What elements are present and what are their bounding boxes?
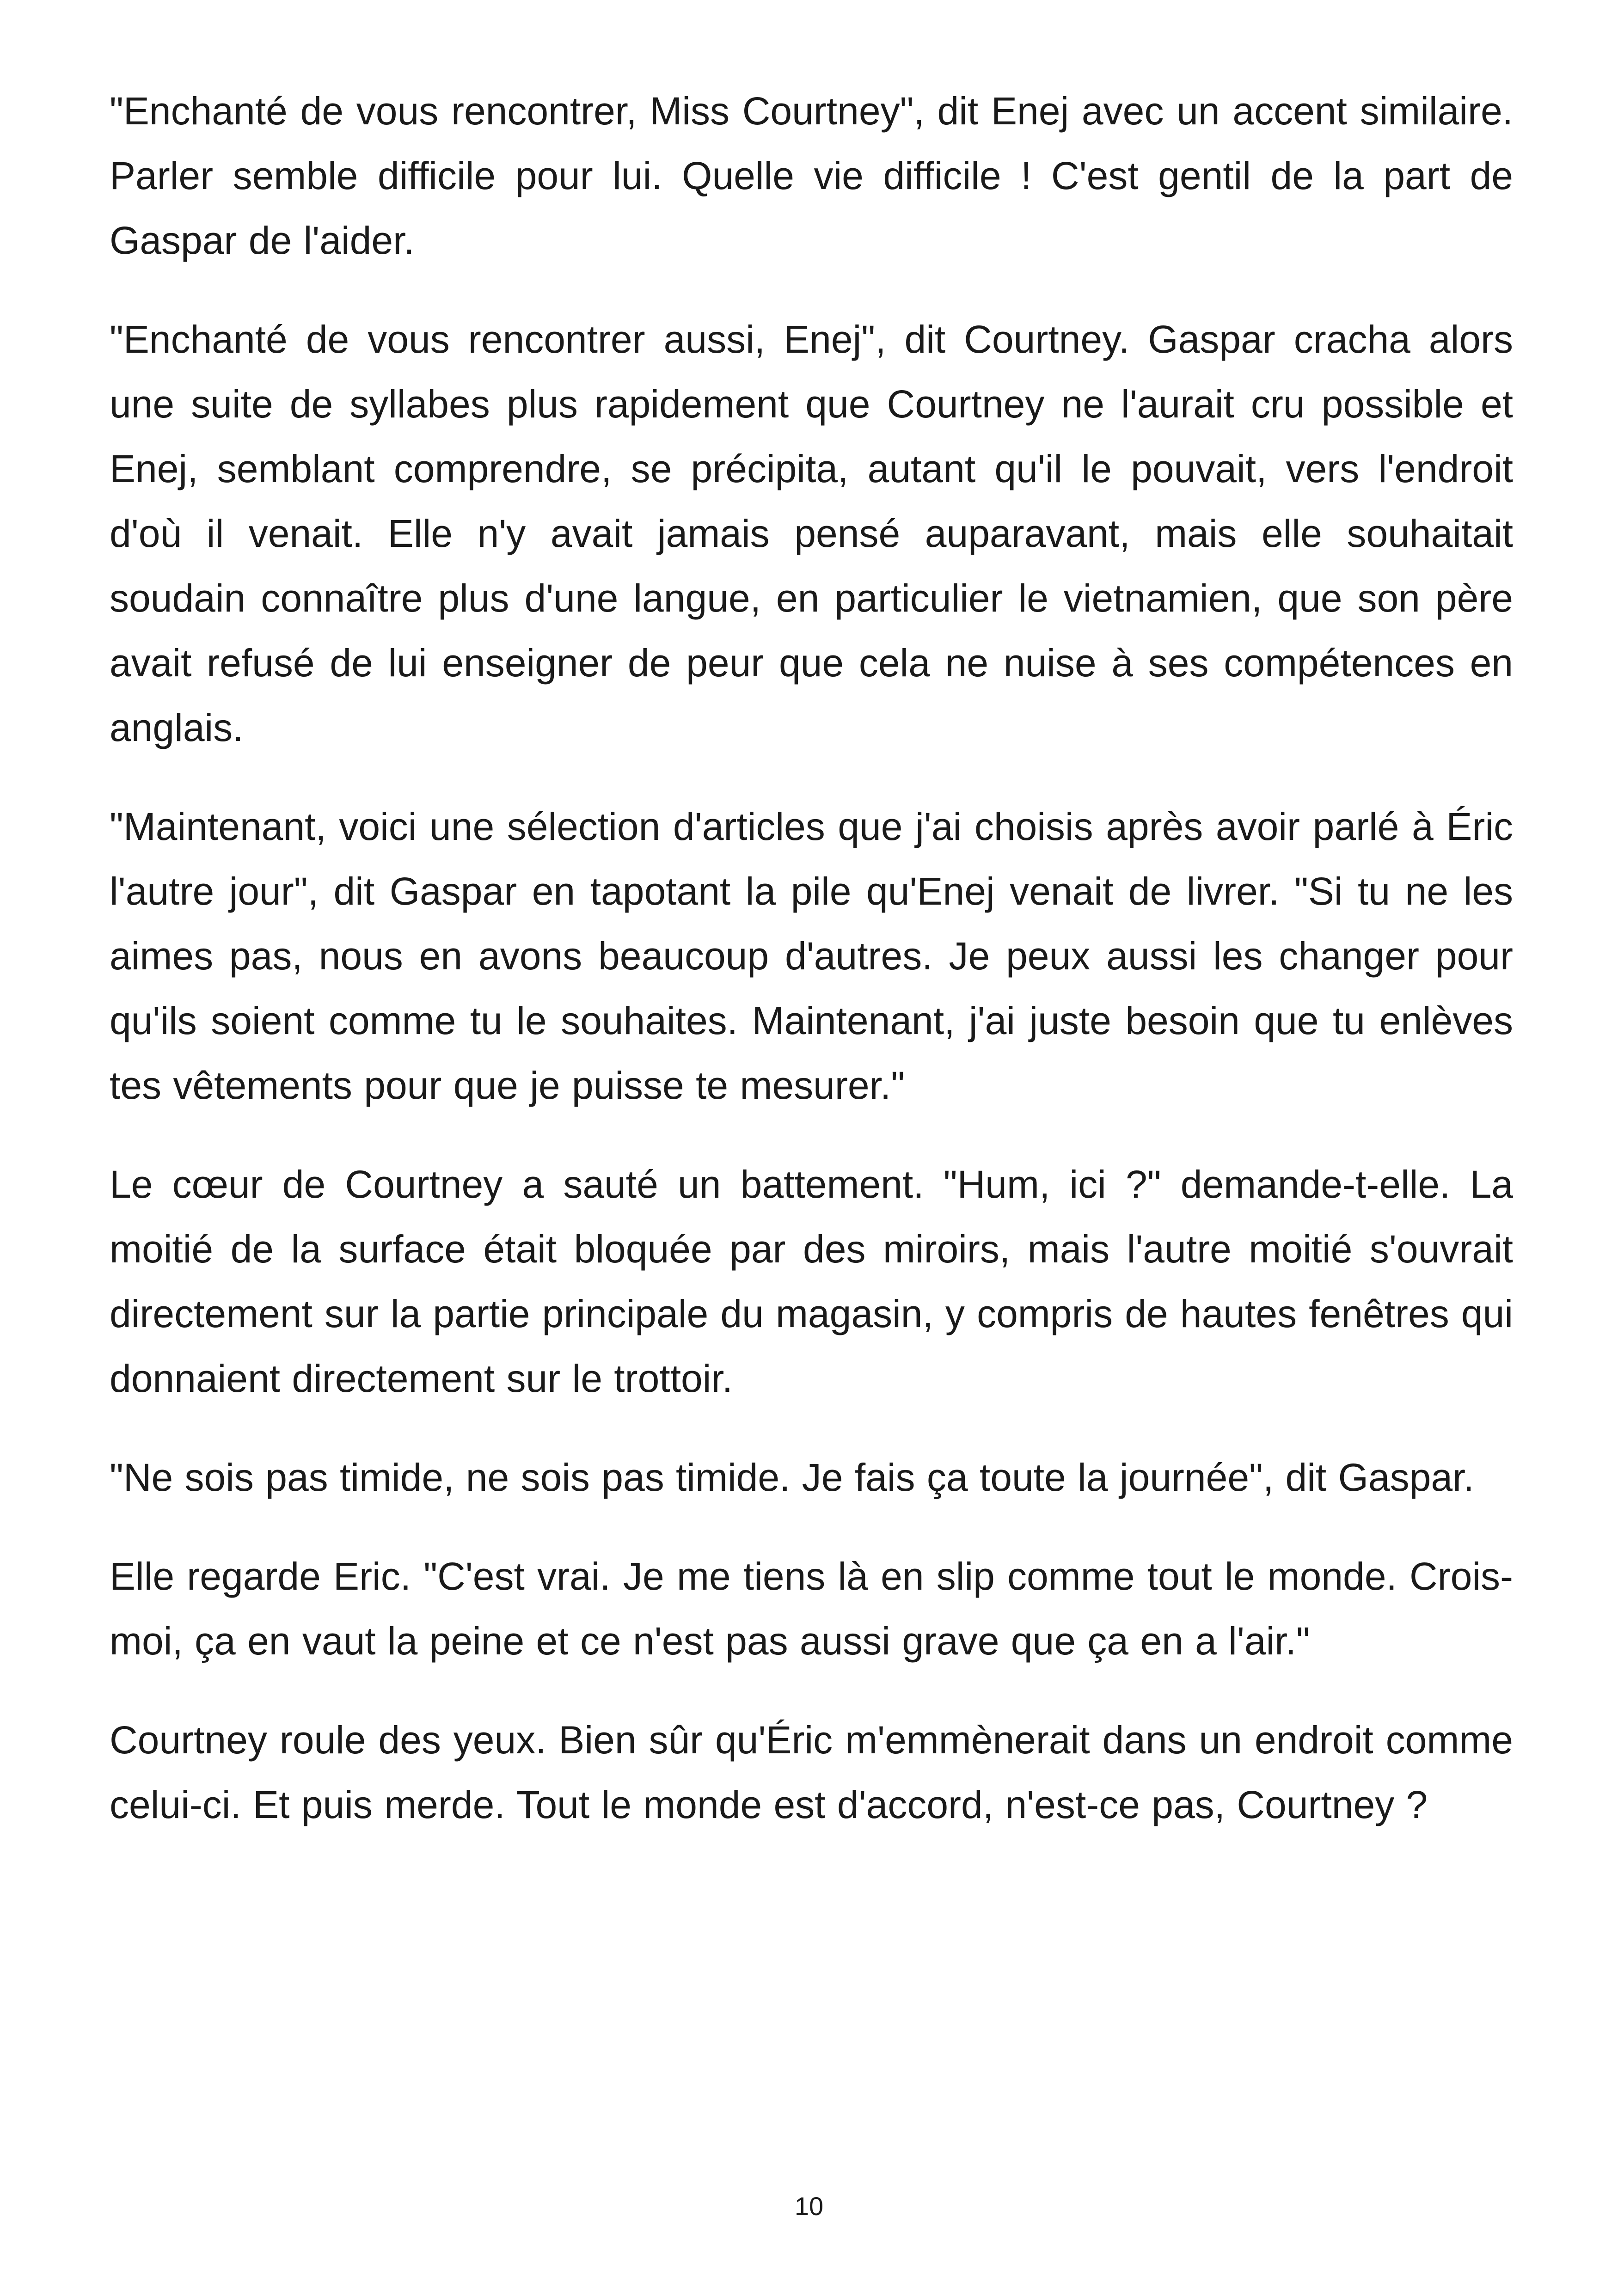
paragraph-4: Le cœur de Courtney a sauté un battement. "Hum, ici ?" demande-t-elle. La moitié de la surface était bloquée par des miroirs, mais l'autre moitié s'ouvrait directement sur la partie principale du magasin, y compris de hautes fenêtres qui donnaient directement sur le trottoir. (110, 1163, 1513, 1400)
paragraph-5: "Ne sois pas timide, ne sois pas timide. Je fais ça toute la journée", dit Gaspar. (110, 1456, 1474, 1499)
body-text (110, 79, 1513, 1871)
paragraph-2: "Enchanté de vous rencontrer aussi, Enej", dit Courtney. Gaspar cracha alors une suite de syllabes plus rapidement que Courtney ne l'aurait cru possible et Enej, semblant comprendre, se précipita, autant qu'il le pouvait, vers l'endroit d'où il venait. Elle n'y avait jamais pensé auparavant, mais elle souhaitait soudain connaître plus d'une langue, en particulier le vietnamien, que son père avait refusé de lui enseigner de peur que cela ne nuise à ses compétences en anglais. (110, 318, 1513, 749)
paragraph-7: Courtney roule des yeux. Bien sûr qu'Éric m'emmènerait dans un endroit comme celui-ci. Et puis merde. Tout le monde est d'accord, n'est-ce pas, Courtney ? (110, 1718, 1513, 1826)
paragraph-3: "Maintenant, voici une sélection d'articles que j'ai choisis après avoir parlé à Éric l'autre jour", dit Gaspar en tapotant la pile qu'Enej venait de livrer. "Si tu ne les aimes pas, nous en avons beaucoup d'autres. Je peux aussi les changer pour qu'ils soient comme tu le souhaites. Maintenant, j'ai juste besoin que tu enlèves tes vêtements pour que je puisse te mesurer." (110, 805, 1513, 1107)
paragraph-6: Elle regarde Eric. "C'est vrai. Je me tiens là en slip comme tout le monde. Crois-moi, ça en vaut la peine et ce n'est pas aussi grave que ça en a l'air." (110, 1555, 1513, 1663)
page-number: 10 (794, 2192, 824, 2221)
paragraph-1: "Enchanté de vous rencontrer, Miss Courtney", dit Enej avec un accent similaire. Parler semble difficile pour lui. Quelle vie difficile ! C'est gentil de la part de Gaspar de l'aider. (110, 89, 1513, 262)
